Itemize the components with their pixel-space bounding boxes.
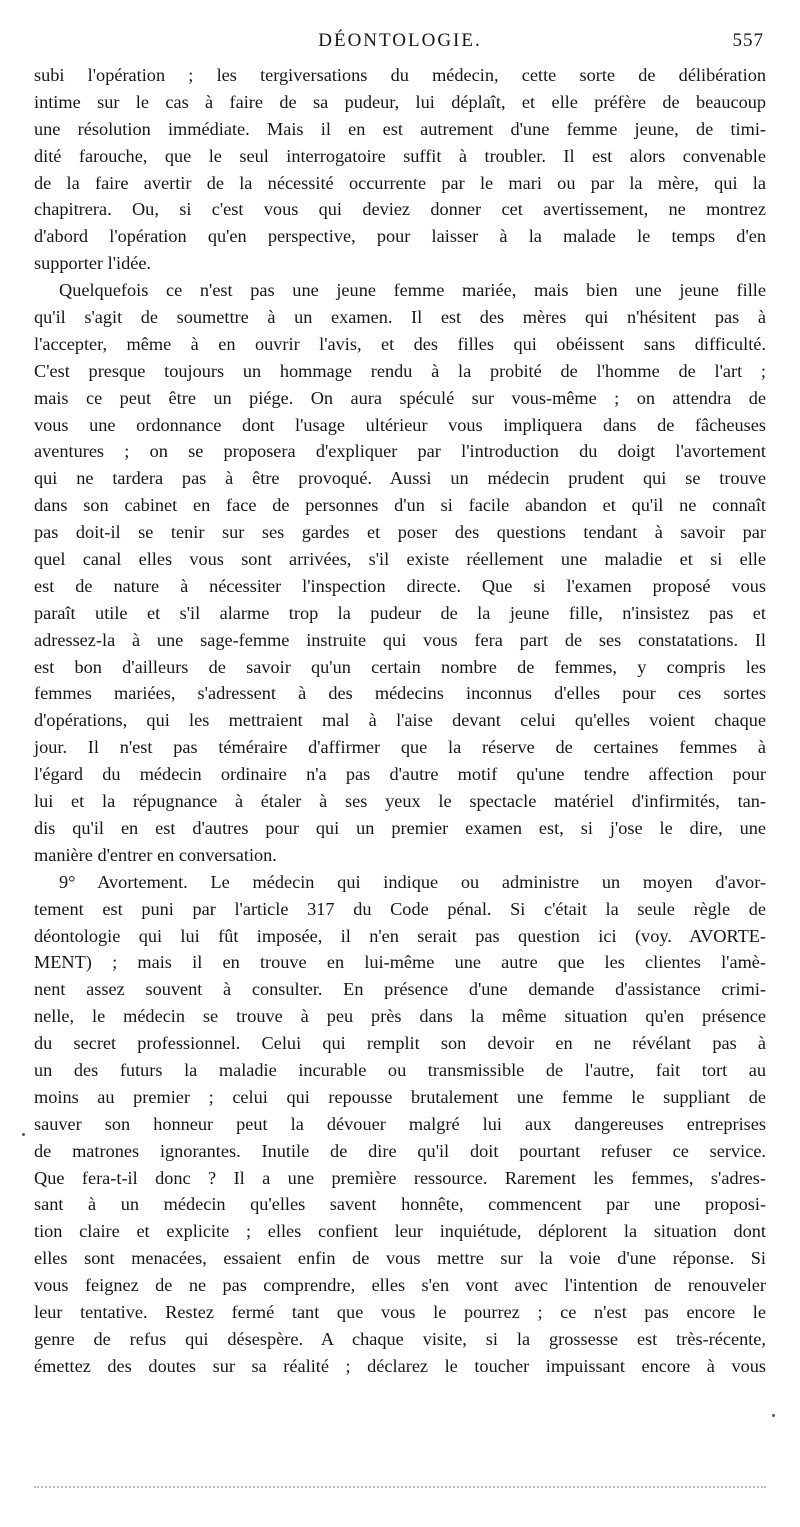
text-line: nelle, le médecin se trouve à peu près dans la même situation qu'en présence <box>34 1006 766 1027</box>
text-line: C'est presque toujours un hommage rendu à la probité de l'homme de l'art ; <box>34 360 766 381</box>
text-line: est de nature à nécessiter l'inspection directe. Que si l'examen proposé vous <box>34 575 766 596</box>
text-line: pas doit-il se tenir sur ses gardes et poser des questions tendant à savoir par <box>34 522 766 543</box>
text-line: un des futurs la maladie incurable ou transmissible de l'autre, fait tort au <box>34 1059 766 1080</box>
text-line: l'égard du médecin ordinaire n'a pas d'autre motif qu'une tendre affection pour <box>34 764 766 785</box>
body-text <box>34 62 766 1380</box>
text-line: moins au premier ; celui qui repousse brutalement une femme le suppliant de <box>34 1086 766 1107</box>
text-line: manière d'entrer en conversation. <box>34 844 277 865</box>
text-line: est bon d'ailleurs de savoir qu'un certain nombre de femmes, y compris les <box>34 656 766 677</box>
running-header <box>34 30 766 60</box>
text-line: aventures ; on se proposera d'expliquer par l'introduction du doigt l'avortement <box>34 441 766 462</box>
text-line: quel canal elles vous sont arrivées, s'il existe réellement une maladie et si elle <box>34 549 766 570</box>
text-line: subi l'opération ; les tergiversations du médecin, cette sorte de délibération <box>34 65 766 85</box>
text-line: MENT) ; mais il en trouve en lui-même une autre que les clientes l'amè- <box>34 952 766 973</box>
text-line: vous une ordonnance dont l'usage ultérieur vous impliquera dans de fâcheuses <box>34 414 766 435</box>
text-line: de la faire avertir de la nécessité occurrente par le mari ou par la mère, qui la <box>34 172 766 193</box>
text-line: Quelquefois ce n'est pas une jeune femme mariée, mais bien une jeune fille <box>59 280 766 301</box>
text-line: paraît utile et s'il alarme trop la pudeur de la jeune fille, n'insistez pas et <box>34 602 766 623</box>
text-line: Que fera-t-il donc ? Il a une première ressource. Rarement les femmes, s'adres- <box>34 1167 766 1188</box>
text-line: sauver son honneur peut la dévouer malgré lui aux dangereuses entreprises <box>34 1113 766 1134</box>
scan-speck <box>22 1133 25 1136</box>
text-line: dans son cabinet en face de personnes d'un si facile abandon et qu'il ne connaît <box>34 495 766 516</box>
text-line: tement est puni par l'article 317 du Code pénal. Si c'était la seule règle de <box>34 898 766 919</box>
scan-speck <box>772 1414 775 1417</box>
text-line: du secret professionnel. Celui qui remplit son devoir en ne révélant pas à <box>34 1033 766 1054</box>
text-line: femmes mariées, s'adressent à des médecins inconnus d'elles pour ces sortes <box>34 683 766 704</box>
text-line: une résolution immédiate. Mais il en est autrement d'une femme jeune, de timi- <box>34 118 766 139</box>
text-line: intime sur le cas à faire de sa pudeur, lui déplaît, et elle préfère de beaucoup <box>34 91 766 112</box>
text-line: qui ne tardera pas à être provoqué. Aussi un médecin prudent qui se trouve <box>34 468 766 489</box>
text-line: chapitrera. Ou, si c'est vous qui deviez donner cet avertissement, ne montrez <box>34 199 766 220</box>
text-line: dité farouche, que le seul interrogatoire suffit à troubler. Il est alors convenable <box>34 145 766 166</box>
text-line: émettez des doutes sur sa réalité ; déclarez le toucher impuissant encore à vous <box>34 1355 766 1376</box>
text-line: tion claire et explicite ; elles confient leur inquiétude, déplorent la situation dont <box>34 1221 766 1242</box>
text-line: l'accepter, même à en ouvrir l'avis, et des filles qui obéissent sans difficulté. <box>34 333 766 354</box>
text-line: d'abord l'opération qu'en perspective, pour laisser à la malade le temps d'en <box>34 226 766 247</box>
text-line: mais ce peut être un piége. On aura spéculé sur vous-même ; on attendra de <box>34 387 766 408</box>
text-line: nent assez souvent à consulter. En présence d'une demande d'assistance crimi- <box>34 979 766 1000</box>
text-line: 9° Avortement. Le médecin qui indique ou administre un moyen d'avor- <box>59 871 766 892</box>
text-line: supporter l'idée. <box>34 253 152 274</box>
text-line: leur tentative. Restez fermé tant que vous le pourrez ; ce n'est pas encore le <box>34 1301 766 1322</box>
text-line: d'opérations, qui les mettraient mal à l'aise devant celui qu'elles voient chaque <box>34 710 766 731</box>
text-line: jour. Il n'est pas téméraire d'affirmer que la réserve de certaines femmes à <box>34 737 766 758</box>
text-line: genre de refus qui désespère. A chaque visite, si la grossesse est très-récente, <box>34 1328 766 1349</box>
scan-artifact-rule <box>34 1486 766 1496</box>
text-line: dis qu'il en est d'autres pour qui un premier examen est, si j'ose le dire, une <box>34 817 766 838</box>
text-line: de matrones ignorantes. Inutile de dire qu'il doit pourtant refuser ce service. <box>34 1140 766 1161</box>
text-line: déontologie qui lui fût imposée, il n'en serait pas question ici (voy. AVORTE- <box>34 925 766 946</box>
page-number: 557 <box>732 30 764 51</box>
running-title: DÉONTOLOGIE. <box>318 30 482 51</box>
text-line: qu'il s'agit de soumettre à un examen. Il est des mères qui n'hésitent pas à <box>34 307 766 328</box>
text-line: lui et la répugnance à étaler à ses yeux le spectacle matériel d'infirmités, tan- <box>34 791 766 812</box>
text-line: adressez-la à une sage-femme instruite qui vous fera part de ses constatations. Il <box>34 629 766 650</box>
text-line: vous feignez de ne pas comprendre, elles s'en vont avec l'intention de renouveler <box>34 1275 766 1296</box>
text-line: elles sont menacées, essaient enfin de vous mettre sur la voie d'une réponse. Si <box>34 1248 766 1269</box>
text-line: sant à un médecin qu'elles savent honnête, commencent par une proposi- <box>34 1194 766 1215</box>
